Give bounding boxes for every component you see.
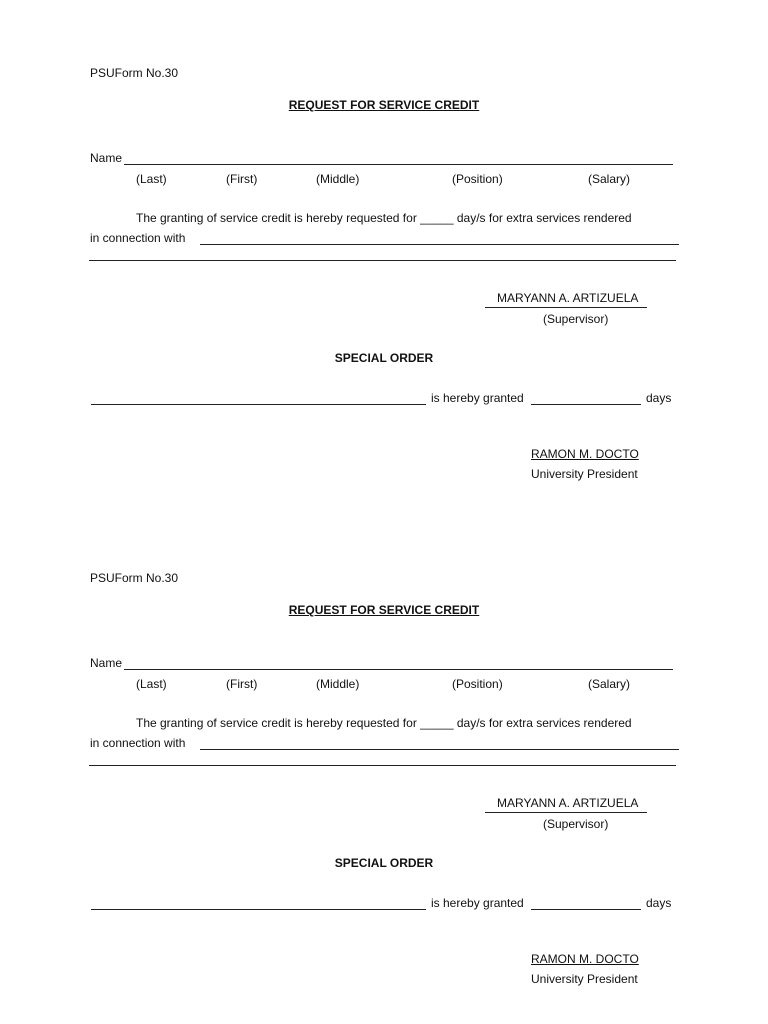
president-name: RAMON M. DOCTO xyxy=(531,447,639,461)
connection-label: in connection with xyxy=(90,736,186,750)
special-order-days-blank-line[interactable] xyxy=(531,404,641,405)
name-sublabel-first: (First) xyxy=(226,172,258,186)
name-sublabel-last: (Last) xyxy=(136,677,167,691)
name-sublabel-position: (Position) xyxy=(452,172,503,186)
president-role: University President xyxy=(531,972,638,986)
supervisor-signature-line xyxy=(485,307,647,308)
special-order-name-blank-line[interactable] xyxy=(91,909,426,910)
special-order-granted-text: is hereby granted xyxy=(431,391,524,405)
connection-continuation-line[interactable] xyxy=(89,260,676,261)
form-number: PSUForm No.30 xyxy=(90,66,179,80)
name-sublabel-middle: (Middle) xyxy=(316,677,360,691)
supervisor-name: MARYANN A. ARTIZUELA xyxy=(497,796,639,810)
form-title: REQUEST FOR SERVICE CREDIT xyxy=(288,98,480,112)
connection-label: in connection with xyxy=(90,231,186,245)
name-label: Name xyxy=(90,151,123,165)
special-order-title: SPECIAL ORDER xyxy=(334,351,434,365)
supervisor-signature-line xyxy=(485,812,647,813)
name-blank-line[interactable] xyxy=(124,669,673,670)
special-order-granted-text: is hereby granted xyxy=(431,896,524,910)
connection-blank-line[interactable] xyxy=(200,749,679,750)
supervisor-role: (Supervisor) xyxy=(543,817,609,831)
name-sublabel-salary: (Salary) xyxy=(588,172,631,186)
connection-blank-line[interactable] xyxy=(200,244,679,245)
granting-text: The granting of service credit is hereby requested for _____ day/s for extra services rendered xyxy=(136,211,632,225)
special-order-days-blank-line[interactable] xyxy=(531,909,641,910)
granting-text: The granting of service credit is hereby requested for _____ day/s for extra services rendered xyxy=(136,716,632,730)
president-role: University President xyxy=(531,467,638,481)
form-number: PSUForm No.30 xyxy=(90,571,179,585)
president-name: RAMON M. DOCTO xyxy=(531,952,639,966)
connection-continuation-line[interactable] xyxy=(89,765,676,766)
form-title: REQUEST FOR SERVICE CREDIT xyxy=(288,603,480,617)
service-credit-form-1 xyxy=(0,0,768,500)
special-order-name-blank-line[interactable] xyxy=(91,404,426,405)
supervisor-name: MARYANN A. ARTIZUELA xyxy=(497,291,639,305)
special-order-days-label: days xyxy=(646,391,672,405)
name-blank-line[interactable] xyxy=(124,164,673,165)
name-sublabel-last: (Last) xyxy=(136,172,167,186)
name-label: Name xyxy=(90,656,123,670)
name-sublabel-position: (Position) xyxy=(452,677,503,691)
name-sublabel-first: (First) xyxy=(226,677,258,691)
service-credit-form-2 xyxy=(0,505,768,1005)
supervisor-role: (Supervisor) xyxy=(543,312,609,326)
name-sublabel-salary: (Salary) xyxy=(588,677,631,691)
special-order-title: SPECIAL ORDER xyxy=(334,856,434,870)
special-order-days-label: days xyxy=(646,896,672,910)
name-sublabel-middle: (Middle) xyxy=(316,172,360,186)
